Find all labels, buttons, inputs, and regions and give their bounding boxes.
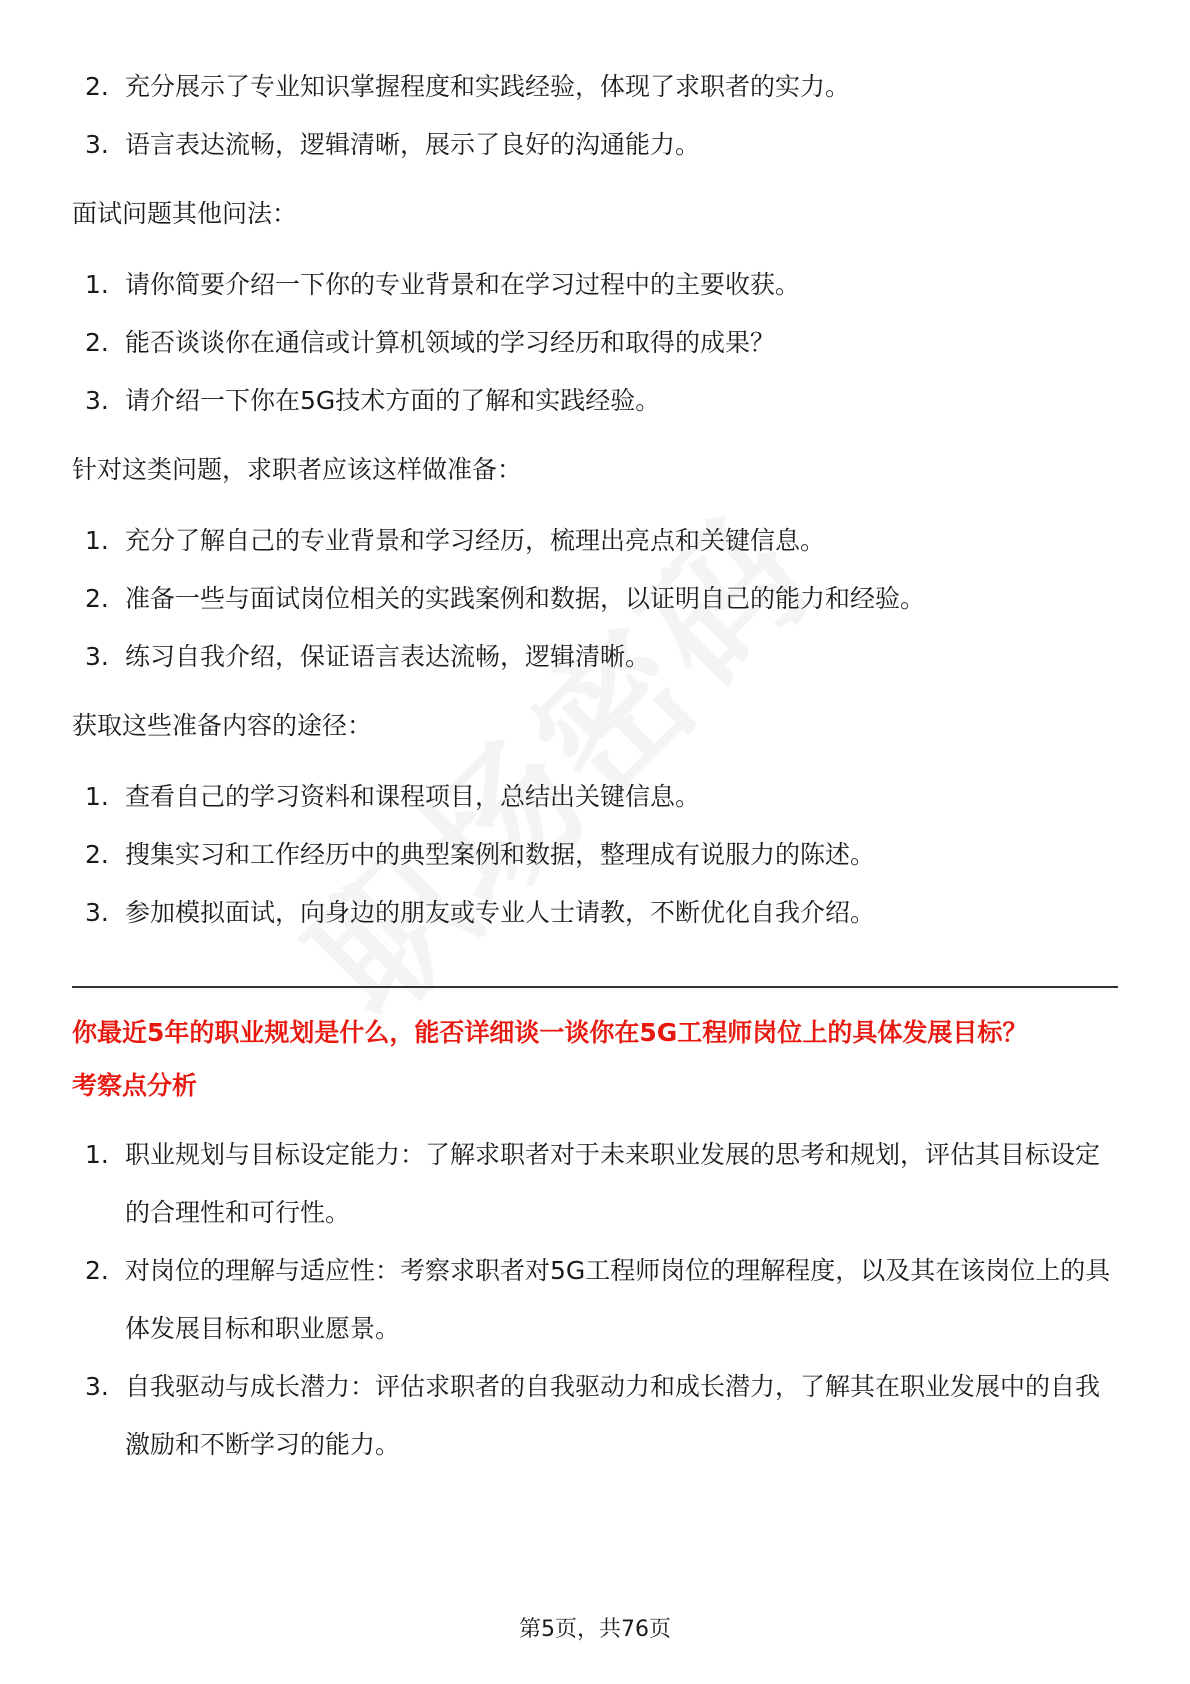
list-item: 3. 自我驱动与成长潜力：评估求职者的自我驱动力和成长潜力，了解其在职业发展中的自我激励和不断学习的能力。 [85,1372,1101,1459]
sources-title: 获取这些准备内容的途径： [72,711,373,740]
list-item: 2. 充分展示了专业知识掌握程度和实践经验，体现了求职者的实力。 [85,72,851,101]
page-content [72,58,1118,1474]
list-item: 3. 练习自我介绍，保证语言表达流畅，逻辑清晰。 [85,642,651,671]
interview-question: 你最近5年的职业规划是什么，能否详细谈一谈你在5G工程师岗位上的具体发展目标？ [72,1018,1028,1047]
list-item: 2. 对岗位的理解与适应性：考察求职者对5G工程师岗位的理解程度，以及其在该岗位上的具体发展目标和职业愿景。 [85,1256,1111,1343]
top-list [72,58,1118,174]
list-item: 3. 语言表达流畅，逻辑清晰，展示了良好的沟通能力。 [85,130,701,159]
page-footer: 第5页，共76页 [519,1617,671,1642]
list-item: 1. 职业规划与目标设定能力：了解求职者对于未来职业发展的思考和规划，评估其目标设定的合理性和可行性。 [85,1140,1101,1227]
preparation-list [72,512,1118,686]
other-ways-title: 面试问题其他问法： [72,199,298,228]
list-item: 1. 查看自己的学习资料和课程项目，总结出关键信息。 [85,782,701,811]
section-divider [72,986,1118,988]
list-item: 2. 搜集实习和工作经历中的典型案例和数据，整理成有说服力的陈述。 [85,840,876,869]
sources-list [72,768,1118,942]
analysis-list [72,1126,1118,1474]
other-ways-list [72,256,1118,430]
list-item: 1. 充分了解自己的专业背景和学习经历，梳理出亮点和关键信息。 [85,526,826,555]
analysis-title: 考察点分析 [72,1071,198,1100]
list-item: 1. 请你简要介绍一下你的专业背景和在学习过程中的主要收获。 [85,270,801,299]
preparation-title: 针对这类问题，求职者应该这样做准备： [72,455,523,484]
list-item: 2. 准备一些与面试岗位相关的实践案例和数据，以证明自己的能力和经验。 [85,584,926,613]
list-item: 2. 能否谈谈你在通信或计算机领域的学习经历和取得的成果？ [85,328,776,357]
list-item: 3. 参加模拟面试，向身边的朋友或专业人士请教，不断优化自我介绍。 [85,898,876,927]
list-item: 3. 请介绍一下你在5G技术方面的了解和实践经验。 [85,386,661,415]
